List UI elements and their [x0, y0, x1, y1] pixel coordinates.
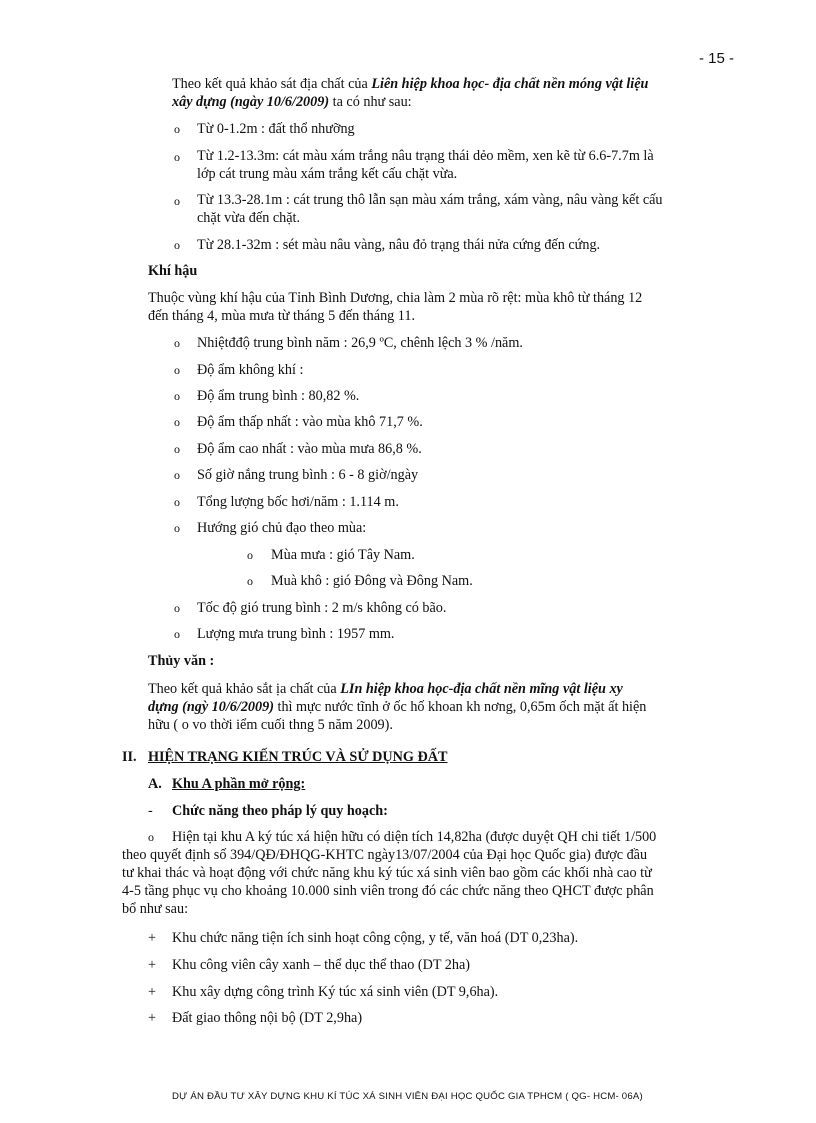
climate-item: Tốc độ gió trung bình : 2 m/s không có bão. — [197, 600, 447, 616]
bullet-icon: o — [174, 415, 180, 429]
climate-item: Số giờ nắng trung bình : 6 - 8 giờ/ngày — [197, 467, 419, 483]
climate-item: Độ ẩm cao nhất : vào mùa mưa 86,8 %. — [197, 441, 422, 457]
bullet-icon: o — [148, 830, 154, 844]
land-use-item: Đất giao thông nội bộ (DT 2,9ha) — [172, 1010, 363, 1026]
bullet-icon: o — [174, 389, 180, 403]
intro-org-line2: xây dựng (ngày 10/6/2009) — [172, 94, 330, 110]
bullet-icon: o — [174, 363, 180, 377]
status-paragraph-line: Hiện tại khu A ký túc xá hiện hữu có diện tích 14,82ha (được duyệt QH chi tiết 1/500 — [172, 829, 657, 845]
climate-item: Lượng mưa trung bình : 1957 mm. — [197, 626, 395, 642]
land-use-item: Khu chức năng tiện ích sinh hoạt công cộng, y tế, văn hoá (DT 0,23ha). — [172, 930, 579, 946]
plus-icon: + — [148, 984, 157, 1000]
geology-item: Từ 13.3-28.1m : cát trung thô lẫn sạn màu xám trắng, xám vàng, nâu vàng kết cấu — [197, 192, 663, 208]
page-footer: DỰ ÁN ĐẦU TƯ XÂY DỰNG KHU KÍ TÚC XÁ SINH VIÊN ĐẠI HỌC QUỐC GIA TPHCM ( QG- HCM- 06A) — [172, 1091, 643, 1102]
status-paragraph-line: tư khai thác và hoạt động với chức năng khu ký túc xá sinh viên bao gồm các khối nhà cao từ — [122, 865, 652, 881]
land-use-item: Khu xây dựng công trình Ký túc xá sinh viên (DT 9,6ha). — [172, 984, 499, 1000]
section-title: HIỆN TRẠNG KIẾN TRÚC VÀ SỬ DỤNG ĐẤT — [148, 749, 448, 765]
bullet-icon: o — [174, 336, 180, 350]
land-use-item: Khu công viên cây xanh – thể dục thể thao (DT 2ha) — [172, 957, 470, 973]
hydro-line-1 — [148, 680, 623, 698]
bullet-icon: o — [174, 122, 180, 136]
wind-sub-item: Muà khô : gió Đông và Đông Nam. — [271, 573, 473, 589]
bullet-icon: o — [247, 548, 253, 562]
geology-item: Từ 0-1.2m : đất thổ nhưỡng — [197, 121, 355, 137]
bullet-icon: o — [174, 150, 180, 164]
hydro-org: LIn hiệp khoa học-địa chất nền mĩng vật liệu xy — [340, 681, 623, 697]
function-heading: Chức năng theo pháp lý quy hoạch: — [172, 803, 388, 819]
hydro-heading: Thủy văn : — [148, 653, 215, 669]
climate-heading: Khí hậu — [148, 263, 198, 279]
climate-item: Tổng lượng bốc hơi/năm : 1.114 m. — [197, 494, 399, 510]
climate-paragraph-line1: Thuộc vùng khí hậu của Tỉnh Bình Dương, chia làm 2 mùa rõ rệt: mùa khô từ tháng 12 — [148, 290, 643, 306]
bullet-icon: o — [174, 521, 180, 535]
status-paragraph-line: theo quyết định số 394/QĐ/ĐHQG-KHTC ngày13/07/2004 của Đại học Quốc gia) được đầu — [122, 847, 648, 863]
hydro-org-line2: dựng (ngỳ 10/6/2009) — [148, 699, 274, 715]
subsection-title: Khu A phần mở rộng: — [172, 776, 306, 792]
geology-item: Từ 1.2-13.3m: cát màu xám trắng nâu trạng thái dẻo mềm, xen kẽ từ 6.6-7.7m là — [197, 148, 654, 164]
intro-line-2 — [172, 93, 412, 111]
climate-item: Hướng gió chủ đạo theo mùa: — [197, 520, 367, 536]
intro-org: Liên hiệp khoa học- địa chất nền móng vật liệu — [371, 76, 649, 92]
subsection-letter: A. — [148, 776, 162, 792]
geology-item: Từ 28.1-32m : sét màu nâu vàng, nâu đỏ trạng thái nửa cứng đến cứng. — [197, 237, 601, 253]
wind-sub-item: Mùa mưa : gió Tây Nam. — [271, 547, 415, 563]
bullet-icon: o — [174, 601, 180, 615]
bullet-icon: o — [174, 495, 180, 509]
bullet-icon: o — [247, 574, 253, 588]
hydro-suffix: thì mực nước tĩnh ở ốc hố khoan kh nơng, 0,65m ốch mặt ất hiện — [273, 699, 647, 715]
plus-icon: + — [148, 957, 157, 973]
intro-line-1 — [172, 75, 648, 93]
geology-item-cont: lớp cát trung màu xám trắng kết cấu chặt vừa. — [197, 166, 458, 182]
status-paragraph-line: bổ như sau: — [122, 901, 189, 917]
plus-icon: + — [148, 1010, 157, 1026]
hydro-line-3: hữu ( o vo thời iểm cuối thng 5 năm 2009). — [148, 717, 393, 733]
bullet-icon: o — [174, 238, 180, 252]
bullet-icon: o — [174, 442, 180, 456]
climate-item: Nhiệtđđộ trung bình năm : 26,9 ºC, chênh lệch 3 % /năm. — [197, 335, 523, 351]
plus-icon: + — [148, 930, 157, 946]
geology-item-cont: chặt vừa đến chặt. — [197, 210, 301, 226]
dash-bullet-icon: - — [148, 803, 153, 819]
climate-item: Độ ẩm không khí : — [197, 362, 304, 378]
bullet-icon: o — [174, 194, 180, 208]
bullet-icon: o — [174, 627, 180, 641]
page-number: - 15 - — [699, 50, 735, 67]
status-paragraph-line: 4-5 tầng phục vụ cho khoảng 10.000 sinh viên trong đó các chức năng theo QHCT được phân — [122, 883, 654, 899]
intro-prefix: Theo kết quả khảo sát địa chất của — [172, 76, 372, 92]
hydro-prefix: Theo kết quả khảo sắt ịa chất của — [148, 681, 341, 697]
bullet-icon: o — [174, 468, 180, 482]
intro-suffix: ta có như sau: — [329, 94, 412, 110]
climate-paragraph-line2: đến tháng 4, mùa mưa từ tháng 5 đến tháng 11. — [148, 308, 416, 324]
section-number: II. — [122, 749, 137, 765]
climate-item: Độ ẩm thấp nhất : vào mùa khô 71,7 %. — [197, 414, 423, 430]
climate-item: Độ ẩm trung bình : 80,82 %. — [197, 388, 360, 404]
hydro-line-2 — [148, 698, 646, 716]
